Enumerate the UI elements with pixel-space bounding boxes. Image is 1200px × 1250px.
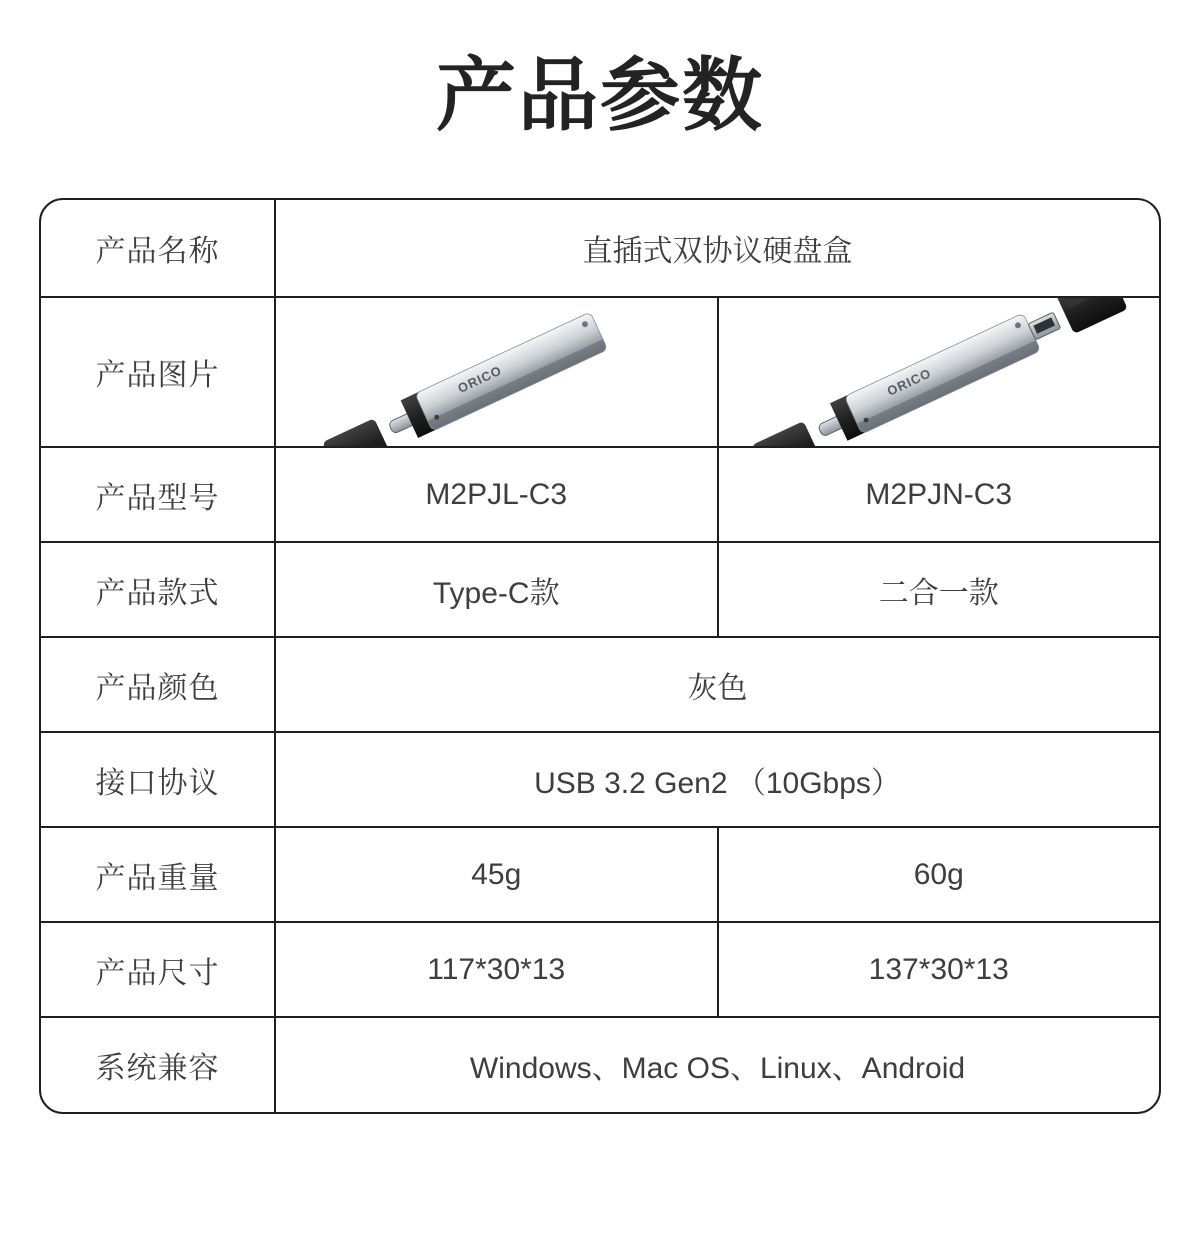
row-size-right: 137*30*13	[717, 921, 1160, 1016]
orico-logo: ORICO	[884, 365, 934, 399]
product-spec-table	[39, 198, 1161, 1114]
two-in-one-enclosure-illustration	[719, 298, 1160, 446]
row-style-right: 二合一款	[717, 541, 1160, 636]
row-weight-left: 45g	[274, 826, 717, 921]
product-image-two-in-one	[717, 296, 1160, 446]
row-weight-right: 60g	[717, 826, 1160, 921]
row-size-left: 117*30*13	[274, 921, 717, 1016]
typec-enclosure-illustration	[276, 298, 717, 446]
row-name-value: 直插式双协议硬盘盒	[274, 200, 1159, 296]
row-compat-value: Windows、Mac OS、Linux、Android	[274, 1016, 1159, 1112]
row-image-label: 产品图片	[41, 296, 274, 446]
row-color-value: 灰色	[274, 636, 1159, 731]
usbc-cap	[322, 418, 391, 446]
usbc-cap	[751, 421, 820, 446]
orico-logo: ORICO	[455, 362, 505, 396]
row-model-left: M2PJL-C3	[274, 446, 717, 541]
row-style-label: 产品款式	[41, 541, 274, 636]
row-style-left: Type-C款	[274, 541, 717, 636]
row-model-label: 产品型号	[41, 446, 274, 541]
page-title: 产品参数	[436, 51, 764, 140]
row-size-label: 产品尺寸	[41, 921, 274, 1016]
row-name-label: 产品名称	[95, 235, 220, 268]
row-weight-label: 产品重量	[41, 826, 274, 921]
row-protocol-label: 接口协议	[41, 731, 274, 826]
row-compat-label: 系统兼容	[41, 1016, 274, 1112]
row-model-right: M2PJN-C3	[717, 446, 1160, 541]
row-protocol-value: USB 3.2 Gen2 （10Gbps）	[274, 731, 1159, 826]
product-image-typec	[274, 296, 717, 446]
row-color-label: 产品颜色	[41, 636, 274, 731]
